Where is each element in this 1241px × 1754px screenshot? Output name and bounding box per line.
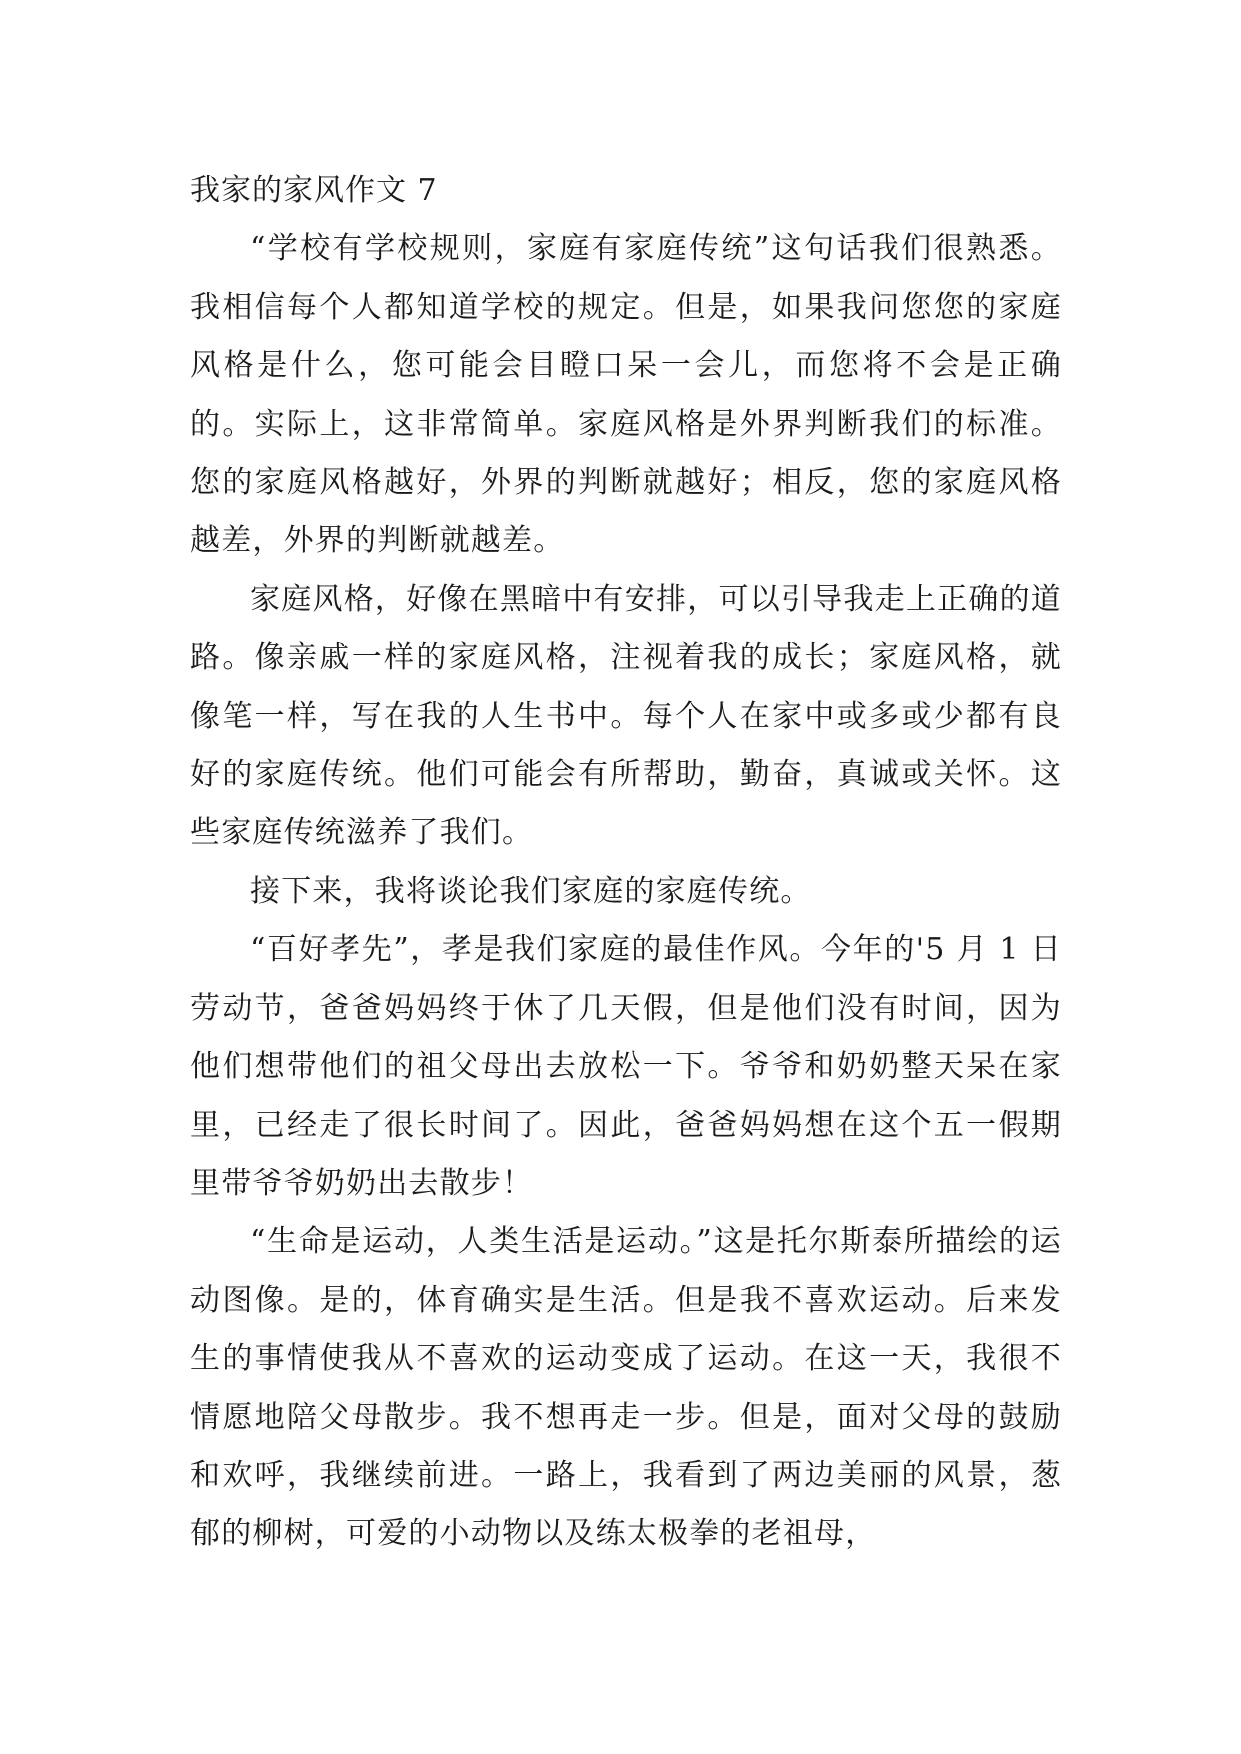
document-title: 我家的家风作文 7 [190,173,438,208]
paragraph-4: “百好孝先”，孝是我们家庭的最佳作风。今年的'5 月 1 日劳动节，爸爸妈妈终于休了几天假，但是他们没有时间，因为他们想带他们的祖父母出去放松一下。爷爷和奶奶整天呆在家里，已经走了很长时间了。因此，爸爸妈妈想在这个五一假期里带爷爷奶奶出去散步！ [190,932,1062,1201]
paragraph-3: 接下来，我将谈论我们家庭的家庭传统。 [250,873,812,909]
document-body [190,162,1062,1564]
paragraph-1: “学校有学校规则，家庭有家庭传统”这句话我们很熟悉。我相信每个人都知道学校的规定。但是，如果我问您您的家庭风格是什么，您可能会目瞪口呆一会儿，而您将不会是正确的。实际上，这非常简单。家庭风格是外界判断我们的标准。您的家庭风格越好，外界的判断就越好；相反，您的家庭风格越差，外界的判断就越差。 [190,231,1062,559]
paragraph-2: 家庭风格，好像在黑暗中有安排，可以引导我走上正确的道路。像亲戚一样的家庭风格，注视着我的成长；家庭风格，就像笔一样，写在我的人生书中。每个人在家中或多或少都有良好的家庭传统。他们可能会有所帮助，勤奋，真诚或关怀。这些家庭传统滋养了我们。 [190,581,1062,851]
paragraph-5: “生命是运动，人类生活是运动。”这是托尔斯泰所描绘的运动图像。是的，体育确实是生活。但是我不喜欢运动。后来发生的事情使我从不喜欢的运动变成了运动。在这一天，我很不情愿地陪父母散步。我不想再走一步。但是，面对父母的鼓励和欢呼，我继续前进。一路上，我看到了两边美丽的风景，葱郁的柳树，可爱的小动物以及练太极拳的老祖母， [190,1224,1062,1552]
